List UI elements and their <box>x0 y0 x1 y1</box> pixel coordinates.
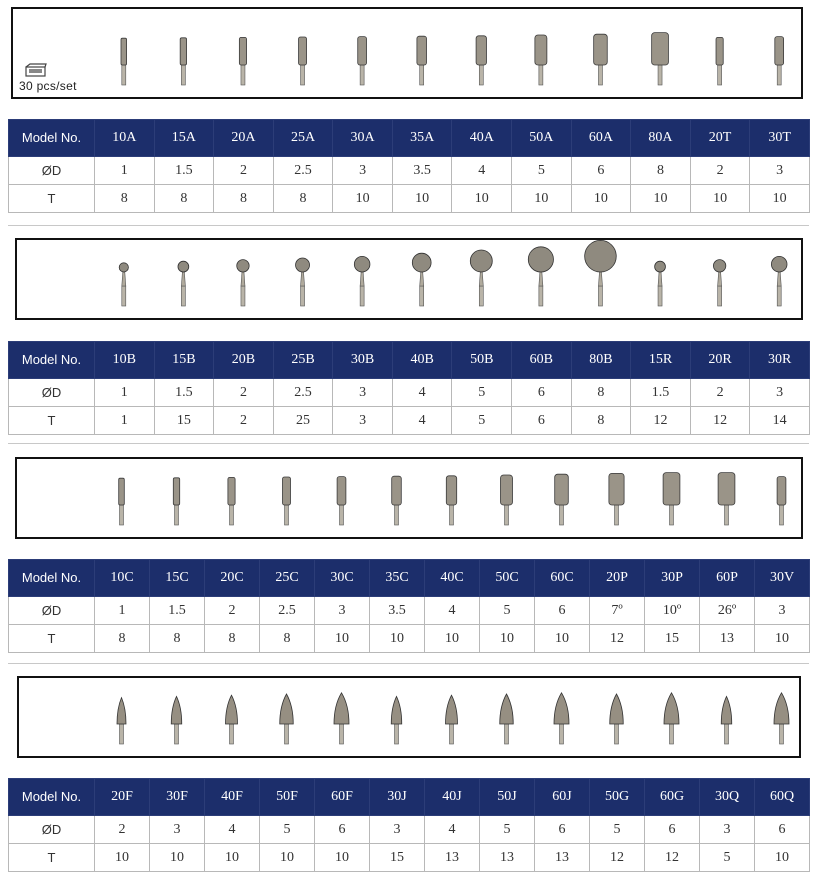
bit-image <box>228 477 235 525</box>
spec-table <box>8 341 810 435</box>
model-header: 40J <box>425 779 480 816</box>
table-cell: 10 <box>315 844 370 872</box>
model-header: 50A <box>512 120 572 157</box>
model-header: 60G <box>645 779 700 816</box>
table-cell: 10 <box>392 185 452 213</box>
table-cell: 6 <box>315 816 370 844</box>
model-header: 30C <box>315 560 370 597</box>
table-cell: 2 <box>214 379 274 407</box>
table-cell: 4 <box>205 816 260 844</box>
table-cell: 3 <box>700 816 755 844</box>
model-header: 35C <box>370 560 425 597</box>
table-cell: 5 <box>590 816 645 844</box>
bit-image <box>528 247 553 306</box>
table-cell: 10 <box>315 625 370 653</box>
table-cell: 6 <box>535 597 590 625</box>
table-cell: 10 <box>512 185 572 213</box>
bit-image <box>771 256 787 306</box>
model-header: 50C <box>480 560 535 597</box>
table-cell: 10 <box>95 844 150 872</box>
table-cell: 14 <box>750 407 810 435</box>
bit-image <box>500 694 514 744</box>
table-cell: 4 <box>392 407 452 435</box>
bit-image <box>180 38 186 85</box>
table-cell: 5 <box>260 816 315 844</box>
bit-image <box>280 694 294 744</box>
table-cell: 1.5 <box>154 157 214 185</box>
table-cell: 10 <box>205 844 260 872</box>
table-cell: 26º <box>700 597 755 625</box>
bit-image <box>664 693 679 744</box>
bit-image <box>173 478 179 525</box>
bit-image <box>713 260 725 306</box>
spec-table <box>8 119 810 213</box>
table-cell: 6 <box>512 407 572 435</box>
model-header: 80A <box>631 120 691 157</box>
model-no-header: Model No. <box>9 120 95 157</box>
table-cell: 4 <box>392 379 452 407</box>
bit-image <box>594 34 608 85</box>
table-cell: 12 <box>590 844 645 872</box>
table-cell: 12 <box>645 844 700 872</box>
table-cell: 2 <box>95 816 150 844</box>
spec-table <box>8 778 810 872</box>
table-cell: 3 <box>150 816 205 844</box>
model-header: 10C <box>95 560 150 597</box>
row-label: T <box>9 625 95 653</box>
spec-table <box>8 559 810 653</box>
table-cell: 8 <box>95 625 150 653</box>
model-header: 30F <box>150 779 205 816</box>
table-cell: 5 <box>480 597 535 625</box>
table-cell: 10 <box>750 185 810 213</box>
table-row <box>9 379 810 407</box>
table-cell: 10 <box>425 625 480 653</box>
model-header: 20C <box>205 560 260 597</box>
bit-image <box>226 695 238 744</box>
table-cell: 1.5 <box>150 597 205 625</box>
table-cell: 1 <box>95 597 150 625</box>
model-header: 25A <box>273 120 333 157</box>
bit-image <box>354 256 370 306</box>
table-cell: 10 <box>755 625 810 653</box>
bit-image <box>663 473 680 525</box>
bit-image <box>412 253 431 306</box>
bit-image <box>392 476 402 525</box>
bit-image <box>535 35 547 85</box>
model-header: 25B <box>273 342 333 379</box>
table-cell: 10º <box>645 597 700 625</box>
table-cell: 5 <box>452 379 512 407</box>
bit-image <box>655 261 666 306</box>
model-header: 60Q <box>755 779 810 816</box>
model-header: 40F <box>205 779 260 816</box>
product-photo-1 <box>11 7 803 99</box>
model-header: 30R <box>750 342 810 379</box>
table-cell: 8 <box>150 625 205 653</box>
model-header: 30A <box>333 120 393 157</box>
bit-row <box>19 678 799 756</box>
bit-image <box>391 696 402 744</box>
table-cell: 3 <box>333 157 393 185</box>
model-header: 40A <box>452 120 512 157</box>
bit-image <box>775 37 784 85</box>
model-header: 50J <box>480 779 535 816</box>
product-photo-4 <box>17 676 801 758</box>
table-cell: 3.5 <box>370 597 425 625</box>
table-cell: 15 <box>154 407 214 435</box>
table-cell: 6 <box>512 379 572 407</box>
model-header: 15A <box>154 120 214 157</box>
table-cell: 1 <box>95 407 155 435</box>
model-header: 25C <box>260 560 315 597</box>
bit-image <box>554 693 569 744</box>
model-header: 20T <box>690 120 750 157</box>
table-cell: 3 <box>750 157 810 185</box>
bit-image <box>417 36 427 85</box>
table-cell: 6 <box>645 816 700 844</box>
bit-image <box>718 473 735 525</box>
bit-image <box>652 33 669 85</box>
model-header: 60J <box>535 779 590 816</box>
table-cell: 10 <box>480 625 535 653</box>
table-cell: 3.5 <box>392 157 452 185</box>
table-cell: 10 <box>690 185 750 213</box>
table-cell: 4 <box>452 157 512 185</box>
bit-image <box>774 693 789 744</box>
table-cell: 10 <box>535 625 590 653</box>
bit-image <box>777 477 786 525</box>
table-cell: 15 <box>370 844 425 872</box>
model-header: 30J <box>370 779 425 816</box>
table-cell: 4 <box>425 597 480 625</box>
table-cell: 2 <box>214 157 274 185</box>
table-cell: 1 <box>95 157 155 185</box>
bit-image <box>610 694 624 744</box>
model-header: 15B <box>154 342 214 379</box>
table-cell: 4 <box>425 816 480 844</box>
bit-image <box>501 475 513 525</box>
model-header: 40C <box>425 560 480 597</box>
table-cell: 8 <box>95 185 155 213</box>
model-header: 60B <box>512 342 572 379</box>
product-photo-2 <box>15 238 803 320</box>
table-cell: 3 <box>333 407 393 435</box>
row-label: ØD <box>9 597 95 625</box>
bit-image <box>119 263 128 306</box>
table-cell: 13 <box>425 844 480 872</box>
model-header: 20P <box>590 560 645 597</box>
model-header: 20A <box>214 120 274 157</box>
model-header: 30T <box>750 120 810 157</box>
bit-image <box>237 260 249 306</box>
bit-image <box>446 695 458 744</box>
model-header: 20R <box>690 342 750 379</box>
model-header: 50F <box>260 779 315 816</box>
product-photo-3 <box>15 457 803 539</box>
table-cell: 12 <box>631 407 691 435</box>
row-label: ØD <box>9 816 95 844</box>
table-cell: 10 <box>755 844 810 872</box>
section-divider <box>8 443 809 444</box>
table-cell: 10 <box>260 844 315 872</box>
model-header: 20B <box>214 342 274 379</box>
bit-image <box>121 38 127 85</box>
set-count-label: 30 pcs/set <box>19 79 77 93</box>
table-cell: 25 <box>273 407 333 435</box>
table-cell: 15 <box>645 625 700 653</box>
bit-image <box>555 474 569 525</box>
row-label: T <box>9 185 95 213</box>
bit-image <box>296 258 310 306</box>
table-cell: 1.5 <box>154 379 214 407</box>
model-header: 60C <box>535 560 590 597</box>
table-cell: 2 <box>690 379 750 407</box>
section-divider <box>8 663 809 664</box>
table-cell: 5 <box>480 816 535 844</box>
table-cell: 12 <box>590 625 645 653</box>
table-cell: 6 <box>535 816 590 844</box>
table-cell: 6 <box>755 816 810 844</box>
section-divider <box>8 225 809 226</box>
model-header: 30B <box>333 342 393 379</box>
table-cell: 5 <box>512 157 572 185</box>
model-header: 40B <box>392 342 452 379</box>
table-cell: 3 <box>750 379 810 407</box>
table-cell: 8 <box>571 379 631 407</box>
bit-image <box>337 477 346 525</box>
table-cell: 1.5 <box>631 379 691 407</box>
bit-image <box>446 476 456 525</box>
table-row <box>9 157 810 185</box>
table-cell: 13 <box>535 844 590 872</box>
table-cell: 10 <box>333 185 393 213</box>
bit-image <box>239 37 246 85</box>
bit-image <box>171 696 182 744</box>
bit-image <box>358 37 367 85</box>
table-cell: 10 <box>631 185 691 213</box>
table-cell: 13 <box>700 625 755 653</box>
table-row <box>9 407 810 435</box>
row-label: ØD <box>9 379 95 407</box>
table-cell: 2 <box>214 407 274 435</box>
bit-image <box>283 477 291 525</box>
table-cell: 8 <box>205 625 260 653</box>
table-cell: 8 <box>214 185 274 213</box>
table-cell: 2 <box>690 157 750 185</box>
model-header: 80B <box>571 342 631 379</box>
table-cell: 2.5 <box>273 379 333 407</box>
table-cell: 8 <box>571 407 631 435</box>
table-cell: 8 <box>631 157 691 185</box>
bit-image <box>721 696 732 744</box>
table-cell: 3 <box>370 816 425 844</box>
model-header: 60P <box>700 560 755 597</box>
table-cell: 10 <box>150 844 205 872</box>
bit-image <box>178 261 189 306</box>
table-cell: 3 <box>315 597 370 625</box>
bit-image <box>299 37 307 85</box>
model-header: 50B <box>452 342 512 379</box>
table-cell: 2 <box>205 597 260 625</box>
table-cell: 10 <box>370 625 425 653</box>
model-header: 10B <box>95 342 155 379</box>
row-label: T <box>9 407 95 435</box>
table-cell: 1 <box>95 379 155 407</box>
table-cell: 3 <box>755 597 810 625</box>
table-cell: 8 <box>260 625 315 653</box>
model-header: 60F <box>315 779 370 816</box>
model-header: 20F <box>95 779 150 816</box>
table-cell: 3 <box>333 379 393 407</box>
model-header: 50G <box>590 779 645 816</box>
bit-image <box>470 250 492 306</box>
model-no-header: Model No. <box>9 560 95 597</box>
table-row <box>9 816 810 844</box>
bit-image <box>334 693 349 744</box>
table-cell: 10 <box>452 185 512 213</box>
bit-image <box>117 698 126 744</box>
model-header: 30Q <box>700 779 755 816</box>
model-header: 60A <box>571 120 631 157</box>
model-no-header: Model No. <box>9 779 95 816</box>
table-cell: 2.5 <box>273 157 333 185</box>
table-cell: 2.5 <box>260 597 315 625</box>
table-cell: 5 <box>452 407 512 435</box>
row-label: T <box>9 844 95 872</box>
bit-row <box>17 240 801 318</box>
bit-row <box>17 459 801 537</box>
row-label: ØD <box>9 157 95 185</box>
table-cell: 12 <box>690 407 750 435</box>
table-row <box>9 844 810 872</box>
model-no-header: Model No. <box>9 342 95 379</box>
table-cell: 10 <box>571 185 631 213</box>
table-cell: 13 <box>480 844 535 872</box>
model-header: 15R <box>631 342 691 379</box>
bit-image <box>476 36 486 85</box>
model-header: 30P <box>645 560 700 597</box>
table-row <box>9 625 810 653</box>
bit-image <box>716 37 723 85</box>
table-cell: 7º <box>590 597 645 625</box>
model-header: 15C <box>150 560 205 597</box>
table-cell: 5 <box>700 844 755 872</box>
table-cell: 8 <box>273 185 333 213</box>
bit-image <box>585 240 617 306</box>
bit-row <box>13 9 801 97</box>
table-cell: 8 <box>154 185 214 213</box>
table-cell: 6 <box>571 157 631 185</box>
model-header: 30V <box>755 560 810 597</box>
model-header: 35A <box>392 120 452 157</box>
table-row <box>9 597 810 625</box>
model-header: 10A <box>95 120 155 157</box>
table-row <box>9 185 810 213</box>
bit-image <box>609 473 624 525</box>
bit-image <box>119 478 125 525</box>
